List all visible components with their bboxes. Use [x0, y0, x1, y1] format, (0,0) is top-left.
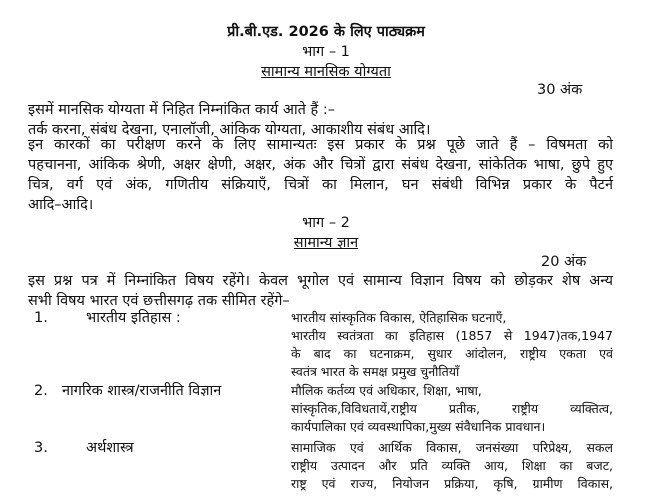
intro-line: सभी विषय भारत एवं छत्तीसगढ़ तक सीमित रहेंगे– [28, 293, 290, 309]
intro-line: इस प्रश्न पत्र में निम्नांकित विषय रहेंगे। केवल भूगोल एवं सामान्य विज्ञान विषय को छोड़कर शेष अन्य [28, 273, 613, 289]
item-label: नागरिक शास्त्र/राजनीति विज्ञान [62, 383, 222, 399]
section-1-line: तर्क करना, संबंध देखना, एनालॉजी, आंकिक योग्यता, आकाशीय संबंध आदि। [28, 122, 431, 138]
part-1-subject: सामान्य मानसिक योग्यता [261, 64, 391, 80]
description-line: राष्ट्र एवं राज्य, नियोजन प्रक्रिया, कृषि, ग्रामीण विकास, [291, 476, 613, 491]
item-description [291, 439, 613, 493]
item-number: 3. [34, 440, 48, 456]
part-1-heading: भाग – 1 [302, 44, 350, 60]
item-description [291, 382, 613, 436]
item-number: 1. [34, 310, 48, 326]
part-2-subject: सामान्य ज्ञान [293, 235, 359, 251]
paragraph-line: इन कारकों का परीक्षण करने के लिए सामान्यतः इस प्रकार के प्रश्न पूछे जाते हैं – विषमता को [28, 137, 613, 153]
item-description [291, 309, 613, 381]
section-1-marks: 30 अंक [537, 82, 583, 98]
document-title: प्री.बी.एड. 2026 के लिए पाठ्यक्रम [227, 24, 425, 40]
description-line: कार्यपालिका एवं व्यवस्थापिका,मुख्य संवैधानिक प्रावधान। [291, 419, 546, 434]
paragraph-line: पहचानना, आंकिक श्रेणी, अक्षर क्षेणी, अक्षर, अंक और चित्रों द्वारा संबंध देखना, सांकेतिक भाषा, छुपे हुए [28, 157, 613, 173]
item-number: 2. [34, 383, 48, 399]
item-label: अर्थशास्त्र [86, 440, 134, 456]
description-line: सांस्कृतिक,विविधतायें,राष्ट्रीय प्रतीक, राष्ट्रीय व्यक्तित्व, [291, 401, 613, 416]
section-1-paragraph [28, 135, 613, 215]
section-1-intro: इसमें मानसिक योग्यता में निहित निम्नांकित कार्य आते हैं :– [28, 102, 335, 118]
section-2-marks: 20 अंक [541, 254, 587, 270]
item-label: भारतीय इतिहास : [86, 310, 181, 326]
description-line: के बाद का घटनाक्रम, सुधार आंदोलन, राष्ट्रीय एकता एवं [291, 346, 613, 361]
description-line: सामाजिक एवं आर्थिक विकास, जनसंख्या परिप्रेक्ष्य, सकल [291, 440, 613, 455]
section-2-intro [28, 271, 613, 311]
part-2-heading: भाग – 2 [302, 215, 350, 231]
paragraph-line: आदि–आदि। [28, 197, 94, 213]
paragraph-line: चित्र, वर्ग एवं अंक, गणितीय संक्रियाएँ, चित्रों का मिलान, घन संबंधी विभिन्न प्रकार के पैटर्न [28, 177, 613, 193]
description-line: भारतीय स्वतंत्रता का इतिहास (1857 से 1947)तक,1947 [291, 328, 613, 343]
description-line: राष्ट्रीय उत्पादन और प्रति व्यक्ति आय, शिक्षा का बजट, [291, 458, 613, 473]
description-line: स्वतंत्र भारत के समक्ष प्रमुख चुनौतियाँ [291, 364, 460, 379]
description-line: भारतीय सांस्कृतिक विकास, ऐतिहासिक घटनाएँ, [291, 310, 507, 325]
description-line: मौलिक कर्तव्य एवं अधिकार, शिक्षा, भाषा, [291, 383, 482, 398]
